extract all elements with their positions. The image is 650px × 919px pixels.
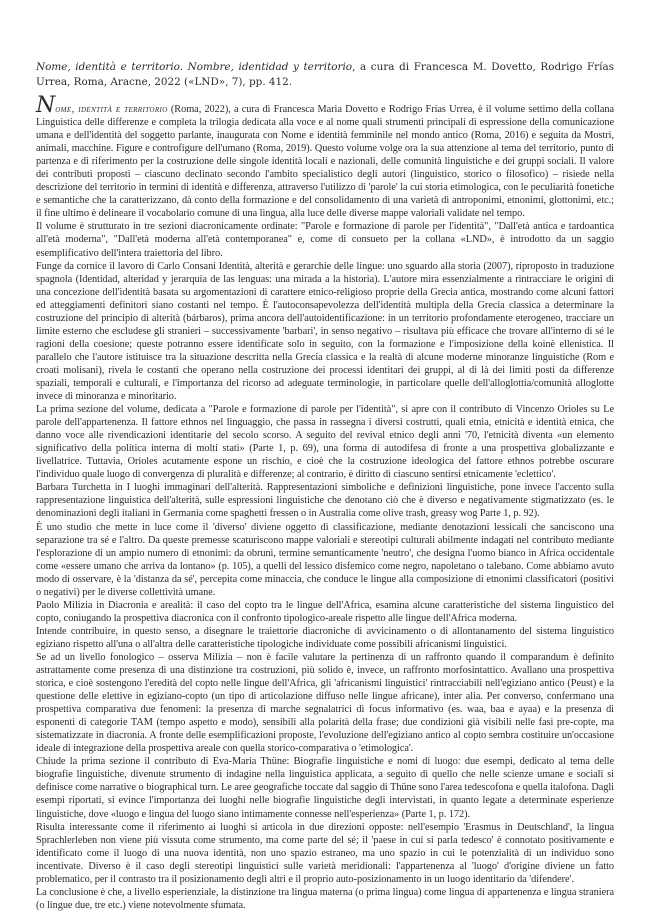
paragraph: Intende contribuire, in questo senso, a disegnare le traiettorie diacroniche di avvicinamento o di allontanamento del sistema linguistico egiziano rispetto all'una o all'altra delle caratteristiche tipologiche individuate come possibili africanismi linguistici. [36, 625, 614, 650]
paragraph: La prima sezione del volume, dedicata a "Parole e formazione di parole per l'identità", si apre con il contributo di Vincenzo Orioles su Le parole dell'appartenenza. Il fattore ethnos nel linguaggio, che passa in rassegna i diversi costrutti, quali etnia, etnicità e identità etnica, che danno voce alle rivendicazioni identitarie del secolo scorso. A seguito del revival etnico degli anni '70, l'etnicità diventa «un elemento significativo della politica interna di molti stati» (Parte 1, p. 69), una forma di autodifesa di fronte a una prospettiva globalizzante e livellatrice. Tuttavia, Orioles acutamente espone un rischio, e cioè che la costruzione ideologica del fattore ethnos potrebbe oscurare l'individuo quale luogo di convergenza di pluralità e differenze; al contrario, è diritto di ciascuno sentirsi etnicamente 'eclettico'. [36, 404, 614, 481]
paragraph: Se ad un livello fonologico – osserva Milizia – non è facile valutare la pertinenza di un raffronto quando il comparandum è definito astrattamente come presenza di una distinzione tra costruzioni, più solido è, invece, un raffronto morfosintattico. Avallano una prospettiva storica, e cioè sostengono l'eredità del copto nelle lingue dell'Africa, gli 'africanismi linguistici' rintracciabili nell'egiziano antico (Peust) e la questione delle elettive in egiziano-copto (un tipo di articolazione diffuso nelle lingue africane), inter alia. Per converso, confermano una prospettiva comparativa due fenomeni: la presenza di marche segnalatrici di focus informativo (es. waa, baa e ayaa) e la presenza di esponenti di categorie TAM (tempo aspetto e modo), sensibili alla polarità della frase; due condizioni già visibili nelle fasi pre-copte, ma sistematizzate in diacronia. A fronte delle esemplificazioni proposte, l'evoluzione dell'egiziano antico al copto sembra costituire un'occasione ideale di integrazione della prospettiva areale con quella storico-comparativa o 'etimologica'. [36, 651, 614, 755]
paragraph: Risulta interessante come il riferimento ai luoghi si articola in due direzioni opposte: nell'esempio 'Erasmus in Deutschland', la lingua Sprachlerleben non viene più vissuta come strumento, ma come parte del sé; il 'paese in cui si parla tedesco' è connotato positivamente e identificato come il luogo di una nuova identità, non uno spazio estraneo, ma uno spazio in cui le potenzialità di un individuo sono incentivate. Diverso è il caso degli stereotipi linguistici sulle varietà meridionali: l'appartenenza al 'luogo' d'origine diviene un fatto problematico, per il contrasto tra il posizionamento degli altri e il proprio auto-posizionamento in un luogo identitario da 'difendere'. [36, 821, 614, 885]
lead-title: ome, identità e territorio [55, 104, 168, 115]
review-header [36, 60, 614, 89]
paragraph: Nome, identità e territorio (Roma, 2022), a cura di Francesca Maria Dovetto e Rodrigo Frías Urrea, è il volume settimo della collana Linguistica delle differenze e completa la trilogia dedicata alla voce e al nome quali strumenti principali di espressione della comunicazione umana e dell'identità del soggetto parlante, inaugurata con Nome e identità femminile nel mondo antico (Roma, 2016) e seguita da Mostri, animali, macchine. Figure e controfigure dell'umano (Roma, 2019). Questo volume volge ora la sua attenzione al tema del territorio, punto di partenza e di riferimento per la costruzione delle singole identità locali e nazionali, delle comunità linguistiche e dei gruppi sociali. Il valore dei contributi proposti – ciascuno declinato secondo l'ambito specialistico degli autori (linguistico, storico o filosofico) – risiede nella descrizione del territorio in termini di identità e differenza, attraverso l'utilizzo di 'parole' la cui storia etimologica, con le peculiarità fonetiche e semantiche che la caratterizzano, dà conto della formazione e del consolidamento di una varietà di antroponimi, etnonimi, glottonimi, etc.; il fine ultimo è delineare il vocabolario comune di una lingua, alla luce delle diverse mappe valoriali validate nel tempo. [36, 93, 614, 220]
paragraph: Paolo Milizia in Diacronia e arealità: il caso del copto tra le lingue dell'Africa, esamina alcune caratteristiche del sistema linguistico del copto, coniugando la prospettiva diacronica con il confronto tipologico-areale rispetto alle lingue dell'Africa moderna. [36, 599, 614, 624]
drop-cap: N [36, 93, 56, 118]
book-title: Nome, identità e territorio. Nombre, identidad y territorio [36, 61, 353, 73]
paragraph: Chiude la prima sezione il contributo di Eva-Maria Thüne: Biografie linguistiche e nomi di luogo: due esempi, dedicato al tema delle biografie linguistiche, divenute strumento di indagine nella linguistica applicata, a seguito di quello che nelle scienze umane e sociali si definisce come narrative o biographical turn. Le aree geografiche toccate dal saggio di Thüne sono l'area tedescofona e quella italofona. Dagli esempi riportati, si evince l'importanza dei luoghi nelle biografie linguistiche degli intervistati, in quanto legate a determinate esperienze linguistiche, dove «luogo e lingua del luogo siano intimamente connesse nell'esperienza» (Parte 1, p. 172). [36, 756, 614, 820]
review-body [36, 93, 614, 912]
paragraph: La conclusione è che, a livello esperienziale, la distinzione tra lingua materna (o prima lingua) come lingua di appartenenza e lingua straniera (o lingue due, tre etc.) viene notevolmente sfumata. [36, 886, 614, 911]
paragraph: Funge da cornice il lavoro di Carlo Consani Identità, alterità e gerarchie delle lingue: uno sguardo alla storia (2007), riproposto in traduzione spagnola (Identidad, alteridad y jerarquía de las lenguas: una mirada a la historia). L'autore mira essenzialmente a rintracciare le origini di una concezione dell'identità basata su argomentazioni di carattere etnico-religioso proprie della Grecia antica, mostrando come alcuni fattori ed atteggiamenti definitori siano costanti nel tempo. È l'autoconsapevolezza dell'identità multipla della Grecia classica a determinare la costruzione del principio di alterità (bárbaros), prima ancora dell'autoidentificazione: in un territorio profondamente eterogeneo, tracciare un limite esterno che escludese gli stranieri – successivamente 'barbari', in senso negativo – risultava più efficace che trovare all'interno di sé le ragioni della coesione; queste potranno essere identificate solo in seguito, con la formazione e l'imposizione della koinè ellenistica. Il parallelo che l'autore istituisce tra la situazione descritta nella Grecia classica e la realtà di alcune moderne minoranze linguistiche (Rom e croati molisani), rivela le costanti che operano nella costruzione dei processi identitari dei gruppi, al di là dei limiti posti da differenze spaziali, temporali e culturali, e l'importanza del ricorso ad adeguate terminologie, in particolare quelle dell'alloglottia/comunità alloglotte invece di minoranza e minoritario. [36, 260, 614, 403]
paragraph: Barbara Turchetta in I luoghi immaginari dell'alterità. Rappresentazioni simboliche e definizioni linguistiche, pone invece l'accento sulla rappresentazione linguistica dell'alterità, sulle espressioni linguistiche che denotano ciò che è diverso e negativamente stigmatizzato (es. le denominazioni degli italiani in Germania come spaghetti fressen o in Australia come olive trash, greasy wog Parte 1, p. 92). [36, 482, 614, 520]
book-details: , a cura di Francesca M. Dovetto, Rodrigo Frías Urrea, Roma, Aracne, 2022 («LND», 7), pp. 412. [36, 61, 614, 88]
paragraph: Il volume è strutturato in tre sezioni diacronicamente ordinate: "Parole e formazione di parole per l'identità", "Dall'età antica e tardoantica all'età moderna", "Dall'età moderna all'età contemporanea" e, come di consueto per la collana «LND», è introdotto da un saggio esemplificativo dell'intera traiettoria del libro. [36, 221, 614, 259]
paragraph: È uno studio che mette in luce come il 'diverso' diviene oggetto di classificazione, mediante denotazioni lessicali che sanciscono una separazione tra sé e l'altro. Da queste premesse scaturiscono mappe valoriali e stereotipi culturali abilmente indagati nel contributo mediante l'esplorazione di un ampio numero di etnonimi: da obruni, termine semanticamente 'neutro', che designa l'uomo bianco in Africa occidentale come «essere umano che arriva da lontano» (p. 105), a quelli del lessico disfemico come negro, napoletano o talebano. Come abbiamo avuto modo di osservare, è la 'distanza da sé', percepita come minaccia, che conduce le lingue alla composizione di etnonimi classificatori (positivi o negativi) per le diverse collettività umane. [36, 521, 614, 598]
